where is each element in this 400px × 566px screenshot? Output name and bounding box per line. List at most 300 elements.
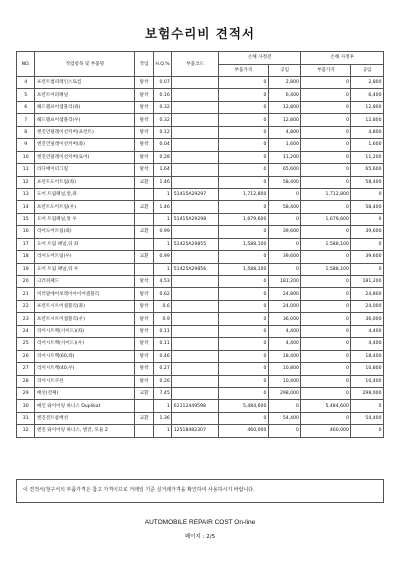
cell-work: 탈착 <box>135 313 153 325</box>
header-work: 작업 <box>135 52 153 77</box>
cell-before-part-price: 1,679,600 <box>218 213 268 225</box>
table-row <box>17 251 384 263</box>
cell-before-labor: 2,800 <box>268 77 301 89</box>
cell-item: 프런트도어트림(우) <box>35 201 135 213</box>
cell-hq: 0.46 <box>153 350 171 362</box>
cell-hq: 7.45 <box>153 387 171 399</box>
table-row <box>17 89 384 101</box>
cell-part-code <box>172 176 219 188</box>
table-row <box>17 139 384 151</box>
cell-before-part-price: 0 <box>218 101 268 113</box>
cell-part-code: 12518482307 <box>172 425 219 437</box>
cell-after-labor: 12,800 <box>351 114 384 126</box>
cell-part-code <box>172 151 219 163</box>
cell-hq: 0.28 <box>153 151 171 163</box>
cell-hq: 1.46 <box>153 201 171 213</box>
cell-hq: 1.36 <box>153 412 171 424</box>
cell-item: 배선(전체) <box>35 387 135 399</box>
cell-item: 프런트어퍼패널 <box>35 89 135 101</box>
cell-after-labor: 10,400 <box>351 375 384 387</box>
table-row <box>17 338 384 350</box>
cell-hq: 0.99 <box>153 226 171 238</box>
cell-after-labor: 0 <box>351 213 384 225</box>
cell-item: 헤드램프어셈블리(좌) <box>35 101 135 113</box>
cell-before-part-price: 0 <box>218 313 268 325</box>
cell-before-part-price: 0 <box>218 350 268 362</box>
cell-after-part-price: 1,588,100 <box>301 238 351 250</box>
table-row <box>17 164 384 176</box>
cell-hq: 0.12 <box>153 126 171 138</box>
cell-part-code: 61112449598 <box>172 400 219 412</box>
cell-work <box>135 188 153 200</box>
cell-after-part-price: 460,000 <box>301 425 351 437</box>
cell-after-labor: 4,400 <box>351 325 384 337</box>
cell-before-labor: 24,800 <box>268 288 301 300</box>
cell-part-code <box>172 126 219 138</box>
cell-work: 탈착 <box>135 139 153 151</box>
cell-work: 탈착 <box>135 89 153 101</box>
notice-box <box>16 479 384 503</box>
cell-hq: 0.11 <box>153 338 171 350</box>
cell-item: 엔진언덜레이션커버(좌) <box>35 139 135 151</box>
table-row <box>17 375 384 387</box>
table-row <box>17 425 384 437</box>
cell-no: 24 <box>17 325 35 337</box>
cell-after-labor: 4,400 <box>351 338 384 350</box>
cell-after-part-price: 0 <box>301 300 351 312</box>
cell-hq: 1.46 <box>153 176 171 188</box>
cell-item: 프런트도어트림(좌) <box>35 176 135 188</box>
cell-no: 11 <box>17 164 35 176</box>
cell-after-labor: 6,400 <box>351 89 384 101</box>
cell-no: 10 <box>17 151 35 163</box>
header-before-labor: 공임 <box>268 64 301 77</box>
header-before-adjustment: 손해 사정전 <box>218 52 301 65</box>
cell-part-code <box>172 251 219 263</box>
cell-after-labor: 65,600 <box>351 164 384 176</box>
cell-after-part-price: 0 <box>301 114 351 126</box>
cell-item: 리어시트백(40,우) <box>35 363 135 375</box>
cell-work <box>135 213 153 225</box>
cell-after-part-price: 0 <box>301 89 351 101</box>
cell-before-labor: 24,000 <box>268 300 301 312</box>
cell-after-part-price: 5,484,600 <box>301 400 351 412</box>
cell-before-labor: 4,400 <box>268 338 301 350</box>
table-row <box>17 114 384 126</box>
cell-before-labor: 58,400 <box>268 176 301 188</box>
cell-after-labor: 4,800 <box>351 126 384 138</box>
header-before-part-price: 부품가격 <box>218 64 268 77</box>
cell-part-code <box>172 276 219 288</box>
cell-before-labor: 11,200 <box>268 151 301 163</box>
cell-no: 6 <box>17 101 35 113</box>
table-row <box>17 276 384 288</box>
cell-before-labor: 18,400 <box>268 350 301 362</box>
cell-before-part-price: 0 <box>218 126 268 138</box>
cell-part-code <box>172 288 219 300</box>
cell-no: 27 <box>17 363 35 375</box>
cell-before-labor: 10,400 <box>268 375 301 387</box>
cell-hq: 1 <box>153 213 171 225</box>
cell-work <box>135 400 153 412</box>
cell-part-code: 51415A29297 <box>172 188 219 200</box>
cell-work: 탈착 <box>135 101 153 113</box>
cell-before-part-price: 0 <box>218 164 268 176</box>
cell-item: 엔진전트룸배선 <box>35 412 135 424</box>
cell-part-code: 51415A29298 <box>172 213 219 225</box>
cell-before-part-price: 1,588,100 <box>218 238 268 250</box>
cell-no: 12 <box>17 176 35 188</box>
cell-work: 탈착 <box>135 151 153 163</box>
cell-work: 탈착 <box>135 126 153 138</box>
cell-part-code <box>172 363 219 375</box>
cell-work: 탈착 <box>135 288 153 300</box>
cell-item: 도어 트림 패널,뒤 좌 <box>35 238 135 250</box>
cell-hq: 0.16 <box>153 89 171 101</box>
cell-before-labor: 0 <box>268 400 301 412</box>
cell-no: 21 <box>17 288 35 300</box>
table-row <box>17 238 384 250</box>
cell-hq: 0.62 <box>153 288 171 300</box>
cell-after-part-price: 0 <box>301 363 351 375</box>
cell-work <box>135 238 153 250</box>
cell-part-code <box>172 338 219 350</box>
cell-part-code <box>172 226 219 238</box>
cell-work <box>135 263 153 275</box>
cell-before-part-price: 0 <box>218 226 268 238</box>
cell-no: 31 <box>17 412 35 424</box>
table-row <box>17 176 384 188</box>
cell-work: 탈착 <box>135 114 153 126</box>
cell-after-part-price: 0 <box>301 126 351 138</box>
cell-after-part-price: 0 <box>301 139 351 151</box>
cell-item: 리어시트백(60,좌) <box>35 350 135 362</box>
cell-after-labor: 18,400 <box>351 350 384 362</box>
cell-after-labor: 11,200 <box>351 151 384 163</box>
cell-hq: 0.07 <box>153 77 171 89</box>
cell-before-part-price: 0 <box>218 338 268 350</box>
cell-item: 도어 트림패널,앞,좌 <box>35 188 135 200</box>
cell-after-part-price: 0 <box>301 288 351 300</box>
cell-hq: 1 <box>153 263 171 275</box>
cell-after-part-price: 0 <box>301 77 351 89</box>
cell-part-code <box>172 77 219 89</box>
cell-before-part-price: 460,000 <box>218 425 268 437</box>
cell-before-part-price: 0 <box>218 375 268 387</box>
cell-no: 15 <box>17 213 35 225</box>
cell-work: 교환 <box>135 226 153 238</box>
cell-work: 탈착 <box>135 276 153 288</box>
cell-before-labor: 0 <box>268 425 301 437</box>
cell-before-labor: 4,400 <box>268 325 301 337</box>
table-row <box>17 300 384 312</box>
cell-part-code <box>172 101 219 113</box>
cell-work: 탈착 <box>135 375 153 387</box>
cell-before-labor: 0 <box>268 213 301 225</box>
cell-after-part-price: 0 <box>301 164 351 176</box>
table-row <box>17 101 384 113</box>
table-row <box>17 387 384 399</box>
document-title: 보험수리비 견적서 <box>145 26 255 41</box>
table-row <box>17 313 384 325</box>
cell-no: 4 <box>17 77 35 89</box>
cell-before-part-price: 0 <box>218 300 268 312</box>
cell-item: 리어도어트림(우) <box>35 251 135 263</box>
cell-before-part-price: 0 <box>218 251 268 263</box>
cell-before-labor: 1,600 <box>268 139 301 151</box>
cell-no: 16 <box>17 226 35 238</box>
table-row <box>17 363 384 375</box>
cell-after-labor: 0 <box>351 425 384 437</box>
cell-after-part-price: 1,588,100 <box>301 263 351 275</box>
cell-no: 29 <box>17 387 35 399</box>
cell-hq: 0.32 <box>153 101 171 113</box>
table-header <box>17 52 384 77</box>
cell-work: 교환 <box>135 387 153 399</box>
cell-work <box>135 425 153 437</box>
cell-after-part-price: 0 <box>301 412 351 424</box>
cell-before-part-price: 0 <box>218 176 268 188</box>
cell-no: 28 <box>17 375 35 387</box>
cell-after-labor: 24,800 <box>351 288 384 300</box>
cell-no: 14 <box>17 201 35 213</box>
cell-before-part-price: 0 <box>218 325 268 337</box>
table-row <box>17 350 384 362</box>
cell-item: 엔진 와이어링 하니스, 엔진, 모듈 2 <box>35 425 135 437</box>
cell-after-part-price: 0 <box>301 313 351 325</box>
cell-part-code <box>172 89 219 101</box>
page-number: 페이지 : 2/5 <box>184 534 216 540</box>
cell-before-part-price: 0 <box>218 288 268 300</box>
cell-no: 26 <box>17 350 35 362</box>
header-item: 작업항목 및 부품명 <box>35 52 135 77</box>
cell-after-labor: 298,000 <box>351 387 384 399</box>
cell-item: 미러말에어보레이아이어셈블리 <box>35 288 135 300</box>
cell-after-part-price: 0 <box>301 375 351 387</box>
cell-item: 엔진언덜레이션커버(프런트) <box>35 126 135 138</box>
cell-after-labor: 0 <box>351 263 384 275</box>
cell-after-labor: 2,800 <box>351 77 384 89</box>
cell-part-code: 51425A29856 <box>172 263 219 275</box>
cell-no: 25 <box>17 338 35 350</box>
table-row <box>17 201 384 213</box>
estimate-table <box>16 51 384 438</box>
cell-part-code <box>172 325 219 337</box>
cell-part-code <box>172 375 219 387</box>
table-row <box>17 325 384 337</box>
cell-after-part-price: 0 <box>301 338 351 350</box>
header-after-part-price: 부품가격 <box>301 64 351 77</box>
header-after-labor: 공임 <box>351 64 384 77</box>
cell-hq: 0.27 <box>153 363 171 375</box>
cell-after-part-price: 0 <box>301 101 351 113</box>
cell-part-code <box>172 114 219 126</box>
cell-before-labor: 39,600 <box>268 251 301 263</box>
cell-hq: 1 <box>153 400 171 412</box>
cell-before-labor: 12,800 <box>268 114 301 126</box>
table-row <box>17 288 384 300</box>
cell-before-labor: 181,200 <box>268 276 301 288</box>
cell-after-labor: 1,600 <box>351 139 384 151</box>
table-row <box>17 400 384 412</box>
cell-no: 30 <box>17 400 35 412</box>
table-body <box>17 77 384 438</box>
cell-no: 17 <box>17 238 35 250</box>
cell-part-code <box>172 139 219 151</box>
cell-before-labor: 0 <box>268 263 301 275</box>
table-row <box>17 77 384 89</box>
cell-before-labor: 12,800 <box>268 101 301 113</box>
header-no: NO. <box>17 52 35 77</box>
cell-work: 탈착 <box>135 77 153 89</box>
cell-after-labor: 39,600 <box>351 251 384 263</box>
cell-after-labor: 39,600 <box>351 226 384 238</box>
cell-part-code <box>172 313 219 325</box>
cell-no: 5 <box>17 89 35 101</box>
cell-work: 탈착 <box>135 363 153 375</box>
cell-after-labor: 181,200 <box>351 276 384 288</box>
cell-before-labor: 36,000 <box>268 313 301 325</box>
cell-no: 18 <box>17 251 35 263</box>
cell-after-labor: 10,800 <box>351 363 384 375</box>
table-row <box>17 412 384 424</box>
notice-text: 이 견적서/청구서의 부품가격은 참고 가격이므로 거래일 기준 실거래가격을 확인하여 사용하시기 바랍니다. <box>23 487 255 493</box>
cell-hq: 0.04 <box>153 139 171 151</box>
table-row <box>17 151 384 163</box>
cell-work: 교환 <box>135 412 153 424</box>
cell-before-part-price: 5,484,600 <box>218 400 268 412</box>
cell-hq: 0.26 <box>153 375 171 387</box>
cell-item: 리어도어트림(좌) <box>35 226 135 238</box>
cell-before-part-price: 1,588,100 <box>218 263 268 275</box>
cell-after-part-price: 0 <box>301 176 351 188</box>
cell-item: 도어 트림 패널,뒤 우 <box>35 263 135 275</box>
cell-item: 프런트범퍼레인스토컴 <box>35 77 135 89</box>
cell-after-labor: 36,000 <box>351 313 384 325</box>
header-hours: H.Q.% <box>153 52 171 77</box>
cell-hq: 0.32 <box>153 114 171 126</box>
cell-part-code <box>172 387 219 399</box>
cell-after-part-price: 0 <box>301 151 351 163</box>
cell-after-part-price: 0 <box>301 251 351 263</box>
cell-part-code: 51425A29855 <box>172 238 219 250</box>
cell-hq: 1 <box>153 425 171 437</box>
cell-hq: 0.99 <box>153 251 171 263</box>
cell-before-part-price: 0 <box>218 387 268 399</box>
cell-item: 헤드램프어셈블리(우) <box>35 114 135 126</box>
cell-before-labor: 39,600 <box>268 226 301 238</box>
header-code: 부품코드 <box>172 52 219 77</box>
cell-no: 8 <box>17 126 35 138</box>
cell-after-labor: 58,400 <box>351 201 384 213</box>
cell-hq: 1 <box>153 238 171 250</box>
cell-after-part-price: 1,679,600 <box>301 213 351 225</box>
cell-hq: 4.53 <box>153 276 171 288</box>
cell-before-part-price: 0 <box>218 114 268 126</box>
cell-hq: 0.6 <box>153 300 171 312</box>
cell-part-code <box>172 300 219 312</box>
cell-part-code <box>172 350 219 362</box>
cell-before-part-price: 0 <box>218 412 268 424</box>
cell-before-labor: 10,800 <box>268 363 301 375</box>
cell-part-code <box>172 412 219 424</box>
cell-before-part-price: 0 <box>218 89 268 101</box>
cell-item: 리어시트쿠션 <box>35 375 135 387</box>
table-row <box>17 126 384 138</box>
header-after-adjustment: 손해 사정후 <box>301 52 384 65</box>
cell-before-labor: 298,000 <box>268 387 301 399</box>
cell-no: 9 <box>17 139 35 151</box>
cell-part-code <box>172 164 219 176</box>
table-row <box>17 263 384 275</box>
cell-work: 교환 <box>135 251 153 263</box>
cell-before-labor: 54,400 <box>268 412 301 424</box>
cell-before-labor: 4,800 <box>268 126 301 138</box>
cell-no: 23 <box>17 313 35 325</box>
cell-before-part-price: 0 <box>218 151 268 163</box>
cell-work: 탈착 <box>135 164 153 176</box>
cell-after-part-price: 0 <box>301 325 351 337</box>
cell-work: 탈착 <box>135 350 153 362</box>
cell-before-labor: 0 <box>268 188 301 200</box>
cell-after-labor: 12,800 <box>351 101 384 113</box>
cell-before-part-price: 0 <box>218 139 268 151</box>
table-row <box>17 213 384 225</box>
cell-before-part-price: 0 <box>218 201 268 213</box>
cell-before-part-price: 0 <box>218 363 268 375</box>
cell-no: 19 <box>17 263 35 275</box>
cell-after-labor: 0 <box>351 188 384 200</box>
cell-after-part-price: 0 <box>301 201 351 213</box>
cell-after-labor: 24,000 <box>351 300 384 312</box>
cell-work: 교환 <box>135 176 153 188</box>
cell-after-labor: 58,400 <box>351 176 384 188</box>
cell-before-part-price: 0 <box>218 77 268 89</box>
cell-hq: 1 <box>153 188 171 200</box>
cell-after-part-price: 0 <box>301 226 351 238</box>
cell-work: 탈착 <box>135 325 153 337</box>
cell-before-labor: 58,400 <box>268 201 301 213</box>
table-row <box>17 226 384 238</box>
cell-item: 프런트시트어셈블리(우) <box>35 313 135 325</box>
cell-before-labor: 6,400 <box>268 89 301 101</box>
cell-after-part-price: 0 <box>301 276 351 288</box>
cell-hq: 0.11 <box>153 325 171 337</box>
cell-after-labor: 0 <box>351 400 384 412</box>
cell-no: 22 <box>17 300 35 312</box>
cell-no: 32 <box>17 425 35 437</box>
cell-item: 도어 트림패널,앞 우 <box>35 213 135 225</box>
cell-no: 7 <box>17 114 35 126</box>
cell-after-labor: 54,400 <box>351 412 384 424</box>
cell-no: 13 <box>17 188 35 200</box>
cell-before-part-price: 0 <box>218 276 268 288</box>
footer-title: AUTOMOBILE REPAIR COST On-line <box>144 519 256 526</box>
cell-item: 리어시트백(사이드)(우) <box>35 338 135 350</box>
cell-item: 프런트시트어셈블리(좌) <box>35 300 135 312</box>
cell-work: 교환 <box>135 201 153 213</box>
cell-after-part-price: 1,712,800 <box>301 188 351 200</box>
cell-item: 라디에이터그릴 <box>35 164 135 176</box>
cell-after-part-price: 0 <box>301 350 351 362</box>
cell-item: 엔진언덜레이션커버(로어) <box>35 151 135 163</box>
cell-before-labor: 65,600 <box>268 164 301 176</box>
table-row <box>17 188 384 200</box>
cell-hq: 1.64 <box>153 164 171 176</box>
cell-work: 탈착 <box>135 300 153 312</box>
cell-item: 메인 와이어링 하니스 Duplikat <box>35 400 135 412</box>
cell-hq: 0.9 <box>153 313 171 325</box>
